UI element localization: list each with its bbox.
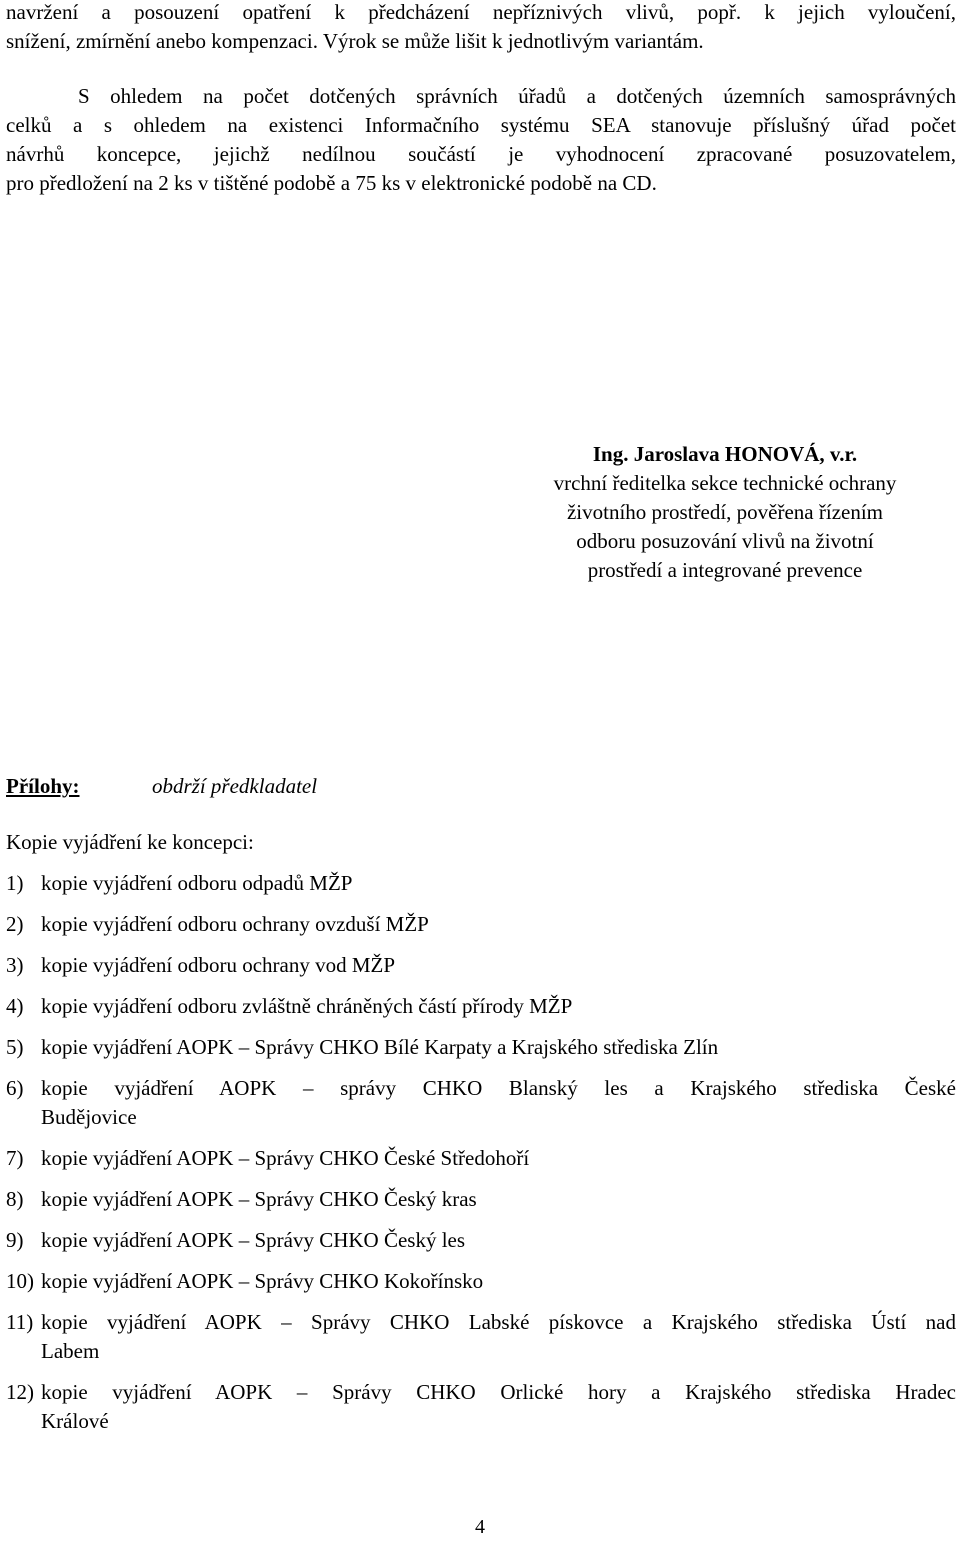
main-paragraph xyxy=(6,82,956,198)
list-item-number: 4) xyxy=(6,994,24,1018)
list-item-text-line: kopie vyjádření AOPK – Správy CHKO Labské pískovce a Krajského střediska Ústí nad xyxy=(41,1310,956,1334)
attachments-note: obdrží předkladatel xyxy=(152,774,318,798)
list-item-number: 11) xyxy=(6,1310,34,1334)
list-item xyxy=(6,910,956,939)
signatory-role-line: prostředí a integrované prevence xyxy=(587,558,863,582)
list-item xyxy=(6,951,956,980)
list-item-text: kopie vyjádření odboru ochrany vod MŽP xyxy=(41,953,396,977)
top-paragraph xyxy=(6,0,956,56)
list-item-text-line: Budějovice xyxy=(41,1105,137,1129)
attachments-label: Přílohy: xyxy=(6,774,80,798)
page-number: 4 xyxy=(475,1516,485,1538)
list-item xyxy=(6,1378,956,1436)
list-item-text-line: kopie vyjádření AOPK – správy CHKO Blanský les a Krajského střediska České xyxy=(41,1076,956,1100)
main-paragraph-line: pro předložení na 2 ks v tištěné podobě a 75 ks v elektronické podobě na CD. xyxy=(6,171,657,195)
list-item-number: 12) xyxy=(6,1380,34,1404)
list-item-text: kopie vyjádření odboru ochrany ovzduší MŽP xyxy=(41,912,429,936)
list-item-number: 3) xyxy=(6,953,24,977)
list-item-number: 5) xyxy=(6,1035,24,1059)
list-item-text-line: Králové xyxy=(41,1409,109,1433)
list-item-text: kopie vyjádření AOPK – Správy CHKO Český kras xyxy=(41,1187,477,1211)
signatory-role-line: odboru posuzování vlivů na životní xyxy=(576,529,874,553)
list-item-text-line: kopie vyjádření AOPK – Správy CHKO Orlické hory a Krajského střediska Hradec xyxy=(41,1380,956,1404)
list-item-number: 2) xyxy=(6,912,24,936)
list-item xyxy=(6,1033,956,1062)
signatory-name: Ing. Jaroslava HONOVÁ, v.r. xyxy=(592,442,858,466)
list-item xyxy=(6,1226,956,1255)
signatory-role-line: životního prostředí, pověřena řízením xyxy=(566,500,884,524)
list-item-text: kopie vyjádření odboru zvláštně chráněných částí přírody MŽP xyxy=(41,994,573,1018)
list-item-number: 9) xyxy=(6,1228,24,1252)
attachments-list xyxy=(6,869,956,1448)
list-item xyxy=(6,1074,956,1132)
main-paragraph-line: návrhů koncepce, jejichž nedílnou součástí je vyhodnocení zpracované posuzovatelem, xyxy=(6,142,956,166)
list-item-text xyxy=(41,1074,956,1132)
list-item xyxy=(6,1308,956,1366)
list-item-number: 6) xyxy=(6,1076,24,1100)
list-item xyxy=(6,1185,956,1214)
list-item-text: kopie vyjádření AOPK – Správy CHKO Bílé Karpaty a Krajského střediska Zlín xyxy=(41,1035,719,1059)
main-paragraph-line: celků a s ohledem na existenci Informačního systému SEA stanovuje příslušný úřad počet xyxy=(6,113,956,137)
list-item xyxy=(6,869,956,898)
list-item-number: 8) xyxy=(6,1187,24,1211)
list-item-number: 7) xyxy=(6,1146,24,1170)
attachments-heading xyxy=(6,772,946,801)
list-item-text xyxy=(41,1378,956,1436)
list-item-text: kopie vyjádření AOPK – Správy CHKO Kokořínsko xyxy=(41,1269,484,1293)
list-item-text: kopie vyjádření AOPK – Správy CHKO České Středohoří xyxy=(41,1146,530,1170)
copies-title: Kopie vyjádření ke koncepci: xyxy=(6,830,254,854)
list-item-text xyxy=(41,1308,956,1366)
list-item xyxy=(6,1267,956,1296)
top-paragraph-line: snížení, zmírnění anebo kompenzaci. Výrok se může lišit k jednotlivým variantám. xyxy=(6,29,704,53)
list-item xyxy=(6,992,956,1021)
list-item xyxy=(6,1144,956,1173)
signature-block xyxy=(500,440,950,585)
signatory-role-line: vrchní ředitelka sekce technické ochrany xyxy=(553,471,897,495)
list-item-number: 10) xyxy=(6,1269,34,1293)
list-item-text: kopie vyjádření odboru odpadů MŽP xyxy=(41,871,353,895)
list-item-number: 1) xyxy=(6,871,24,895)
top-paragraph-line: navržení a posouzení opatření k předcházení nepříznivých vlivů, popř. k jejich vyloučení, xyxy=(6,0,956,24)
list-item-text-line: Labem xyxy=(41,1339,100,1363)
list-item-text: kopie vyjádření AOPK – Správy CHKO Český les xyxy=(41,1228,466,1252)
main-paragraph-line: S ohledem na počet dotčených správních úřadů a dotčených územních samosprávných xyxy=(78,84,956,108)
